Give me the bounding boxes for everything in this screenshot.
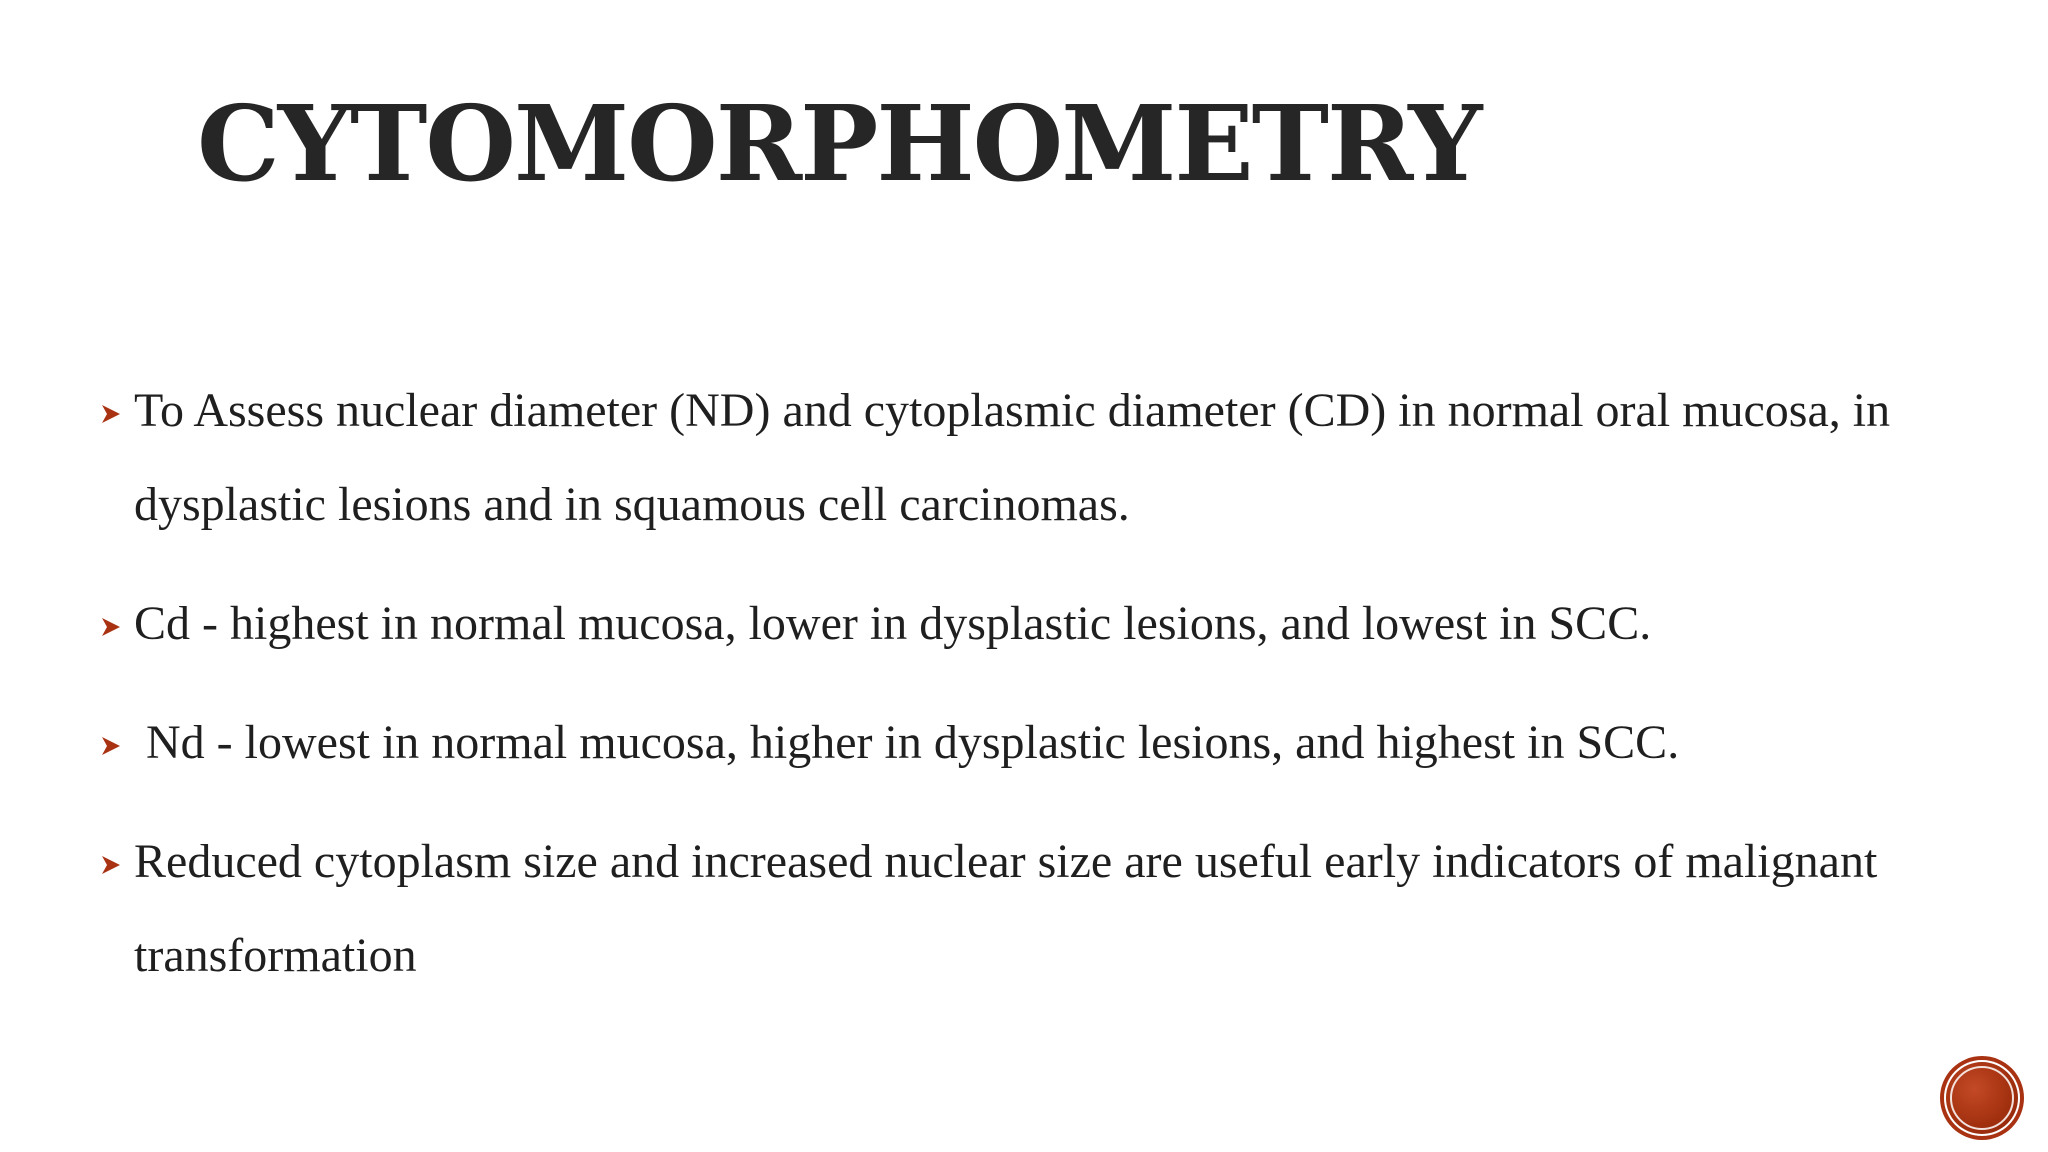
bullet-text: Nd - lowest in normal mucosa, higher in dysplastic lesions, and highest in SCC. [134,716,1680,769]
bullet-text: To Assess nuclear diameter (ND) and cytoplasmic diameter (CD) in normal oral mucosa, in dysplastic lesions and in squamous cell carcinomas. [134,384,1891,531]
bullet-item [100,364,1950,552]
badge-ring [1950,1066,2014,1130]
bullet-item [100,696,1950,790]
bullet-item [100,577,1950,671]
bullet-text: Reduced cytoplasm size and increased nuclear size are useful early indicators of malignant transformation [134,835,1878,982]
arrowhead-bullet-icon [100,815,134,909]
slide-title: CYTOMORPHOMETRY [197,82,1481,205]
arrowhead-bullet-icon [100,696,134,790]
arrowhead-bullet-icon [100,364,134,458]
bullet-text: Cd - highest in normal mucosa, lower in dysplastic lesions, and lowest in SCC. [134,597,1652,650]
bullet-item [100,815,1950,1003]
slide-number-badge [1944,1060,2020,1136]
arrowhead-bullet-icon [100,577,134,671]
bullet-list [100,364,1950,1003]
